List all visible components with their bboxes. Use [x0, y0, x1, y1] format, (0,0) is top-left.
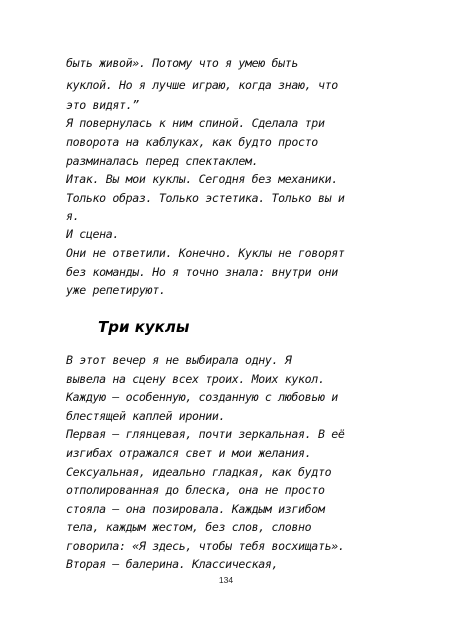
text-line: Каждую – особенную, созданную с любовью и	[66, 390, 338, 404]
text-line: Первая – глянцевая, почти зеркальная. В её	[66, 427, 345, 441]
text-line: говорила: «Я здесь, чтобы тебя восхищать».	[66, 539, 345, 553]
text-line: куклой. Но я лучше играю, когда знаю, что	[66, 78, 338, 92]
chapter-heading: Три куклы	[98, 318, 190, 336]
text-line: Они не ответили. Конечно. Куклы не говорят	[66, 246, 345, 260]
text-line: быть живой». Потому что я умею быть	[66, 56, 299, 70]
text-line: вывела на сцену всех троих. Моих кукол.	[66, 372, 325, 386]
text-line: Итак. Вы мои куклы. Сегодня без механики.	[66, 172, 338, 186]
text-line: В этот вечер я не выбирала одну. Я	[66, 353, 292, 367]
text-line: Я повернулась к ним спиной. Сделала три	[66, 116, 325, 130]
text-line: разминалась перед спектаклем.	[66, 154, 259, 168]
text-line: Вторая – балерина. Классическая,	[66, 557, 279, 571]
text-line: блестящей каплей иронии.	[66, 409, 226, 423]
text-line: без команды. Но я точно знала: внутри они	[66, 265, 338, 279]
text-line: отполированная до блеска, она не просто	[66, 483, 325, 497]
text-line: И сцена.	[66, 227, 120, 241]
text-line: изгибах отражался свет и мои желания.	[66, 446, 312, 460]
text-line: стояла – она позировала. Каждым изгибом	[66, 502, 325, 516]
text-line: я.	[66, 209, 80, 223]
text-line: уже репетируют.	[66, 283, 166, 297]
text-line: Только образ. Только эстетика. Только вы и	[66, 191, 345, 205]
text-line: поворота на каблуках, как будто просто	[66, 135, 318, 149]
text-line: Сексуальная, идеально гладкая, как будто	[66, 465, 332, 479]
text-line: тела, каждым жестом, без слов, словно	[66, 520, 312, 534]
text-line: это видят.”	[66, 98, 139, 112]
page-number: 134	[218, 575, 234, 585]
